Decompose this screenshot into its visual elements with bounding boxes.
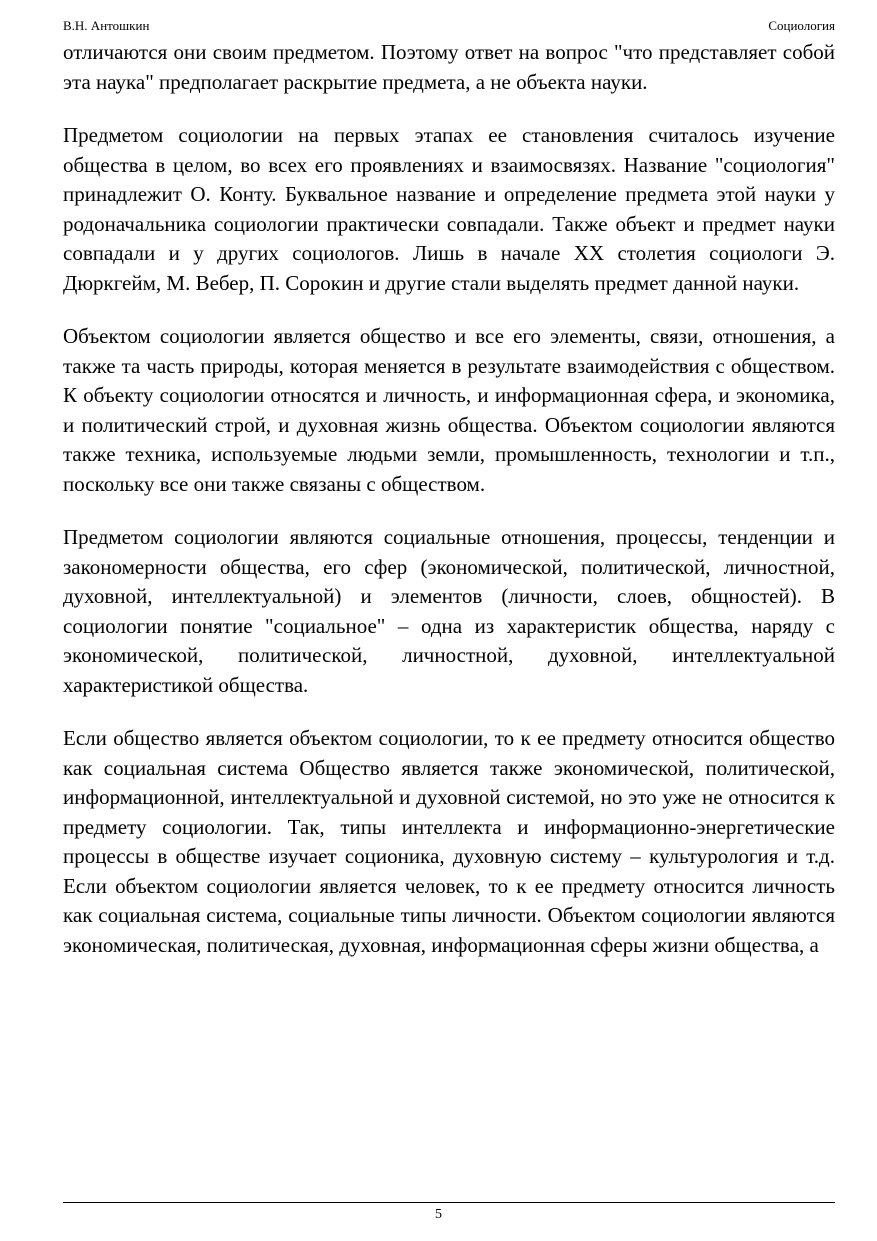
header-title: Социология — [768, 18, 835, 33]
paragraph-1: отличаются они своим предметом. Поэтому ответ на вопрос "что представляет собой эта наука" предполагает раскрытие предмета, а не объекта науки. — [63, 40, 835, 94]
paragraph-3: Объектом социологии является общество и все его элементы, связи, отношения, а также та часть природы, которая меняется в результате взаимодействия с обществом. К объекту социологии относятся и личность, и информационная сфера, и экономика, и политический строй, и духовная жизнь общества. Объектом социологии являются также техника, используемые людьми земли, промышленность, технологии и т.п., поскольку все они также связаны с обществом. — [63, 324, 835, 496]
header-author: В.Н. Антошкин — [63, 18, 150, 33]
footer-divider — [63, 1202, 835, 1203]
running-header — [63, 16, 835, 36]
body-text — [63, 38, 835, 984]
paragraph-4: Предметом социологии являются социальные отношения, процессы, тенденции и закономерности общества, его сфер (экономической, политической, личностной, духовной, интеллектуальной) и элементов (личности, слоев, общностей). В социологии понятие "социальное" – одна из характеристик общества, наряду с экономической, политической, личностной, духовной, интеллектуальной характеристикой общества. — [63, 525, 835, 697]
paragraph-5: Если общество является объектом социологии, то к ее предмету относится общество как социальная система Общество является также экономической, политической, информационной, интеллектуальной и духовной системой, но это уже не относится к предмету социологии. Так, типы интеллекта и информационно-энергетические процессы в обществе изучает соционика, духовную систему – культурология и т.д. Если объектом социологии является человек, то к ее предмету относится личность как социальная система, социальные типы личности. Объектом социологии являются экономическая, политическая, духовная, информационная сферы жизни общества, а — [63, 726, 835, 957]
page-number: 5 — [435, 1207, 442, 1222]
paragraph-2: Предметом социологии на первых этапах ее становления считалось изучение общества в целом, во всех его проявлениях и взаимосвязях. Название "социология" принадлежит О. Конту. Буквальное название и определение предмета этой науки у родоначальника социологии практически совпадали. Также объект и предмет науки совпадали и у других социологов. Лишь в начале XX столетия социологи Э. Дюркгейм, М. Вебер, П. Сорокин и другие стали выделять предмет данной науки. — [63, 123, 835, 295]
